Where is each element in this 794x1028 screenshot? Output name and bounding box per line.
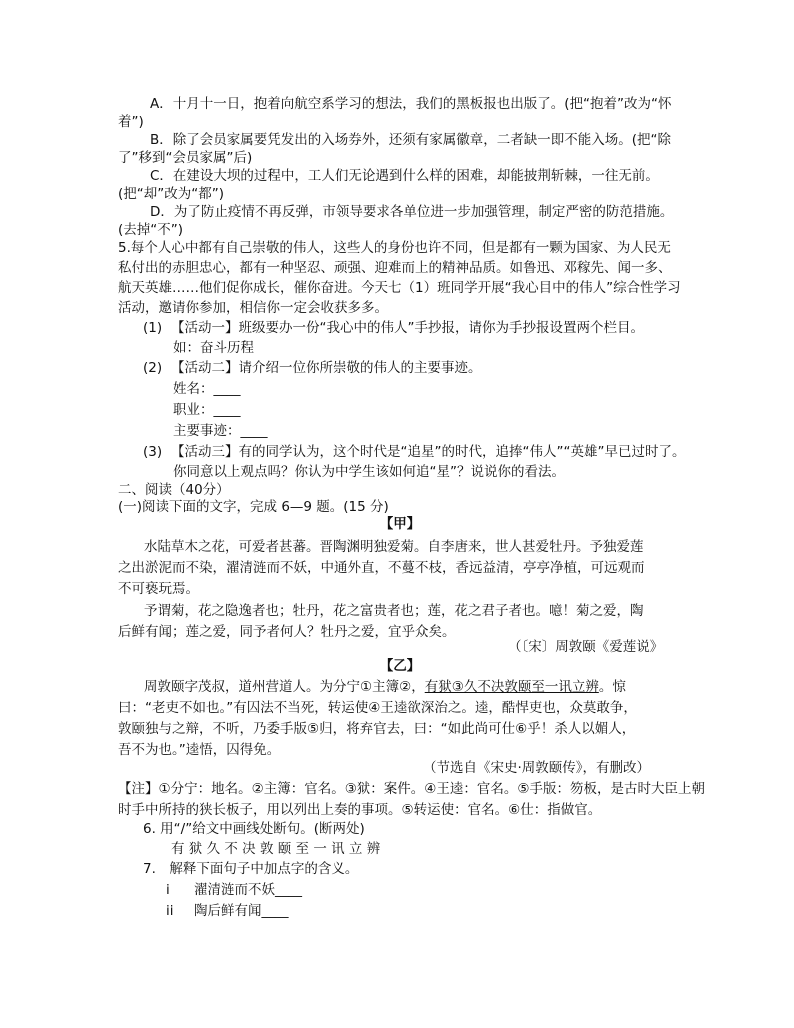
option-b-line2: 了”移到“会员家属”后) <box>118 150 253 166</box>
option-d-line2: (去掉“不”) <box>118 222 184 238</box>
passage-yi-line1-start: 周敦颐字茂叔，道州营道人。为分宁①主簿②， <box>144 679 425 695</box>
passage-yi-line1 <box>144 677 626 697</box>
option-a-line2: 着”) <box>118 114 144 130</box>
passage-yi-line2: 曰：“老吏不如也。”有囚法不当死，转运使④王逵欲深治之。逵，酷悍吏也，众莫敢争， <box>118 700 637 716</box>
q5-sub1-number: (1) <box>143 320 163 336</box>
q7-item-i <box>166 880 302 900</box>
q7-stem: 7. 解释下面句子中加点字的含义。 <box>143 861 359 877</box>
passage-jia-p1-line3: 不可亵玩焉。 <box>118 581 199 597</box>
option-c-line1: C．在建设大坝的过程中，工人们无论遇到什么样的困难，却能披荆斩棘，一往无前。 <box>150 168 659 184</box>
section2-subtitle: (一)阅读下面的文字，完成 6—9 题。(15 分) <box>118 499 389 515</box>
q5-sub2-job: 职业：____ <box>173 402 241 418</box>
q5-intro-line3: 航天英雄……他们促你成长，催你奋进。今天七（1）班同学开展“我心目中的伟人”综合性学习 <box>118 280 681 296</box>
passage-yi-title: 【乙】 <box>379 658 421 674</box>
q5-sub3-number: (3) <box>143 444 163 460</box>
q7-item-ii-number: ii <box>166 903 174 919</box>
q7-item-ii-text: 陶后鲜有闻____ <box>194 903 289 919</box>
option-a-line1: A．十月十一日，抱着向航空系学习的想法，我们的黑板报也出版了。(把“抱着”改为“怀 <box>150 96 672 112</box>
passage-yi-line1-end: 。惊 <box>598 679 626 695</box>
q5-sub1-example: 如：奋斗历程 <box>173 340 254 356</box>
passage-jia-p2-line1: 予谓菊，花之隐逸者也；牡丹，花之富贵者也；莲，花之君子者也。噫！菊之爱，陶 <box>144 603 644 619</box>
q5-sub3-text: 【活动三】有的同学认为，这个时代是“追星”的时代，追捧“伟人”“英雄”早已过时了。 <box>171 444 686 460</box>
passage-jia-title: 【甲】 <box>379 516 421 532</box>
passage-jia-p1-line1: 水陆草木之花，可爱者甚蕃。晋陶渊明独爱菊。自李唐来，世人甚爱牡丹。予独爱莲 <box>144 539 644 555</box>
passage-jia-p1-line2: 之出淤泥而不染，濯清涟而不妖，中通外直，不蔓不枝，香远益清，亭亭净植，可远观而 <box>118 560 645 576</box>
q6-stem: 6. 用“/”给文中画线处断句。(断两处) <box>143 821 365 837</box>
passage-yi-note-line1: 【注】①分宁：地名。②主簿：官名。③狱：案件。④王逵：官名。⑤手版：笏板，是古时大臣上朝 <box>118 781 706 797</box>
q5-sub2 <box>143 358 482 378</box>
q5-sub2-name: 姓名：____ <box>173 381 241 397</box>
q5-sub3 <box>143 442 685 462</box>
q5-sub2-text: 【活动二】请介绍一位你所崇敬的伟人的主要事迹。 <box>171 360 482 376</box>
q5-sub2-number: (2) <box>143 360 163 376</box>
q5-sub1 <box>143 318 644 338</box>
passage-yi-line4: 吾不为也。”逵悟，囚得免。 <box>118 742 281 758</box>
passage-yi-source: （节选自《宋史·周敦颐传》，有删改） <box>423 760 651 776</box>
section2-title: 二、阅读（40分） <box>118 482 230 498</box>
q5-intro-line1: 5.每个人心中都有自己崇敬的伟人，这些人的身份也许不同，但是都有一颗为国家、为人民无 <box>118 240 671 256</box>
passage-jia-source: （〔宋〕周敦颐《爱莲说》 <box>508 639 664 655</box>
option-c-line2: (把“却”改为“都”) <box>118 186 225 202</box>
q5-sub2-deeds: 主要事迹：____ <box>173 423 268 439</box>
option-d-line1: D．为了防止疫情不再反弹，市领导要求各单位进一步加强管理，制定严密的防范措施。 <box>150 204 674 220</box>
q5-sub1-text: 【活动一】班级要办一份“我心中的伟人”手抄报，请你为手抄报设置两个栏目。 <box>171 320 644 336</box>
q7-item-i-number: i <box>166 882 170 898</box>
q6-text: 有 狱 久 不 决 敦 颐 至 一 讯 立 辨 <box>171 841 381 857</box>
q7-item-i-text: 濯清涟而不妖____ <box>194 882 302 898</box>
option-b-line1: B．除了会员家属要凭发出的入场券外，还须有家属徽章，二者缺一即不能入场。(把“除 <box>150 132 672 148</box>
q5-intro-line2: 私付出的赤胆忠心，都有一种坚忍、顽强、迎难而上的精神品质。如鲁迅、邓稼先、闻一多、 <box>118 260 672 276</box>
q7-item-ii <box>166 901 289 921</box>
underlined-sentence: 有狱③久不决敦颐至一讯立辨 <box>424 679 599 695</box>
passage-yi-line3: 敦颐独与之辩，不听，乃委手版⑤归，将弃官去，曰：“如此尚可仕⑥乎！杀人以媚人， <box>118 721 636 737</box>
q5-intro-line4: 活动，邀请你参加，相信你一定会收获多多。 <box>118 300 388 316</box>
passage-jia-p2-line2: 后鲜有闻；莲之爱，同予者何人？牡丹之爱，宜乎众矣。 <box>118 624 456 640</box>
q5-sub3-text2: 你同意以上观点吗？你认为中学生该如何追“星”？说说你的看法。 <box>173 464 565 480</box>
passage-yi-note-line2: 时手中所持的狭长板子，用以列出上奏的事项。⑤转运使：官名。⑥仕：指做官。 <box>118 802 602 818</box>
